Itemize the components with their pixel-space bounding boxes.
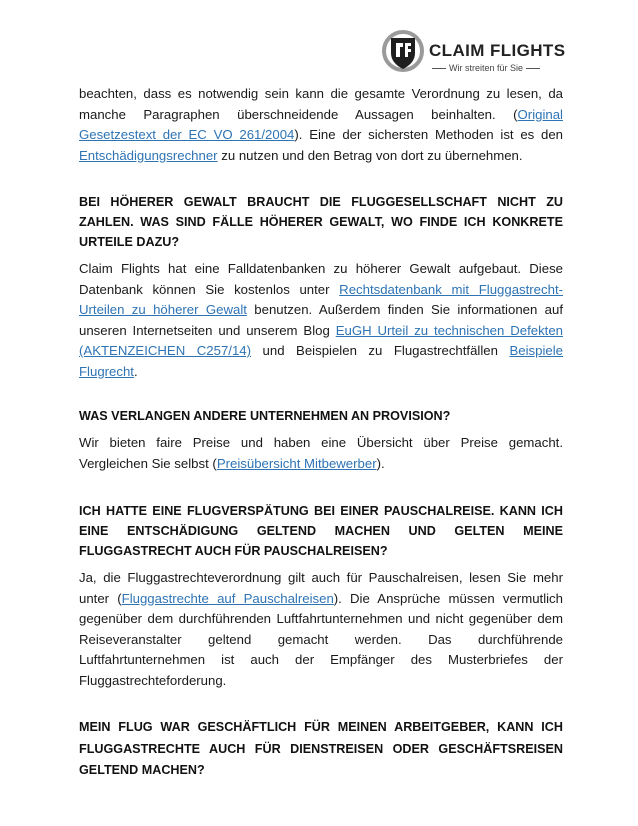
link-eugh-urteil[interactable]: EuGH Urteil zu technischen Defekten (AKTENZEICHEN C257/14) (79, 322, 563, 358)
heading-pauschalreise: ICH HATTE EINE FLUGVERSPÄTUNG BEI EINER PAUSCHALREISE. KANN ICH EINE ENTSCHÄDIGUNG GELTEND MACHEN UND GELTEN MEINE FLUGGASTRECHT AUCH FÜR PAUSCHALREISEN? (79, 504, 563, 558)
text-prov-2: ). (376, 455, 385, 471)
text-hg-1: Claim Flights hat eine Falldatenbanken zu höherer Gewalt aufgebaut. Diese Datenbank können Sie kostenlos unter (79, 261, 563, 297)
heading-hoehere-gewalt: BEI HÖHERER GEWALT BRAUCHT DIE FLUGGESELLSCHAFT NICHT ZU ZAHLEN. WAS SIND FÄLLE HÖHERER GEWALT, WO FINDE ICH KONKRETE URTEILE DAZU? (79, 195, 563, 249)
text-hg-2: benutzen. Außerdem finden Sie informationen auf unseren Internetseiten und unserem Blog (79, 302, 564, 338)
paragraph-provision (79, 433, 563, 474)
intro-text-2: ). Eine der sichersten Methoden ist es den (294, 127, 563, 142)
brand-logo (381, 29, 566, 79)
tagline-text: Wir streiten für Sie (449, 63, 524, 73)
link-preisuebersicht[interactable]: Preisübersicht Mitbewerber (216, 455, 377, 471)
intro-paragraph (79, 84, 563, 166)
logo-tagline (429, 63, 543, 73)
link-entschaedigungsrechner[interactable]: Entschädigungsrechner (79, 147, 218, 163)
document-body (79, 84, 563, 782)
link-beispiele-flugrecht[interactable]: Beispiele Flugrecht (79, 343, 563, 379)
tagline-rule-left (432, 68, 446, 69)
intro-text-3: zu nutzen und den Betrag von dort zu übernehmen. (217, 147, 523, 163)
link-fluggastrechte-pauschalreisen[interactable]: Fluggastrechte auf Pauschalreisen (121, 590, 334, 606)
text-prov-1: Wir bieten faire Preise und haben eine Übersicht über Preise gemacht. Vergleichen Sie selbst ( (79, 435, 563, 471)
heading-provision: WAS VERLANGEN ANDERE UNTERNEHMEN AN PROVISION? (79, 409, 451, 423)
logo-title: CLAIM FLIGHTS (429, 41, 566, 60)
intro-text-1: beachten, dass es notwendig sein kann die gesamte Verordnung zu lesen, da manche Paragraphen überschneidende Aussagen beinhalten. ( (79, 86, 563, 122)
text-hg-3: und Beispielen zu Flugastrechtfällen (251, 343, 510, 358)
link-original-gesetzestext[interactable]: Original Gesetzestext der EC VO 261/2004 (79, 106, 563, 142)
text-hg-4: . (133, 363, 138, 379)
text-pr-2: ). Die Ansprüche müssen vermutlich gegenüber dem durchführenden Luftfahrtunternehmen und nicht gegenüber dem Reiseveranstalter geltend gemacht werden. Das durchführende Luftfahrtunternehmen ist auch der Empfänger des Musterbriefes der Fluggastrechteforderung. (79, 590, 563, 688)
text-pr-1: Ja, die Fluggastrechteverordnung gilt auch für Pauschalreisen, lesen Sie mehr unter ( (79, 570, 563, 606)
tagline-rule-right (526, 68, 540, 69)
heading-dienstreisen: MEIN FLUG WAR GESCHÄFTLICH FÜR MEINEN ARBEITGEBER, KANN ICH FLUGGASTRECHTE AUCH FÜR DIENSTREISEN ODER GESCHÄFTSREISEN GELTEND MACHEN? (79, 720, 563, 777)
link-rechtsdatenbank[interactable]: Rechtsdatenbank mit Fluggastrecht-Urteilen zu höherer Gewalt (79, 281, 563, 317)
paragraph-hoehere-gewalt (79, 259, 563, 382)
paragraph-pauschalreise (79, 568, 563, 691)
claim-flights-shield-icon (381, 29, 425, 73)
